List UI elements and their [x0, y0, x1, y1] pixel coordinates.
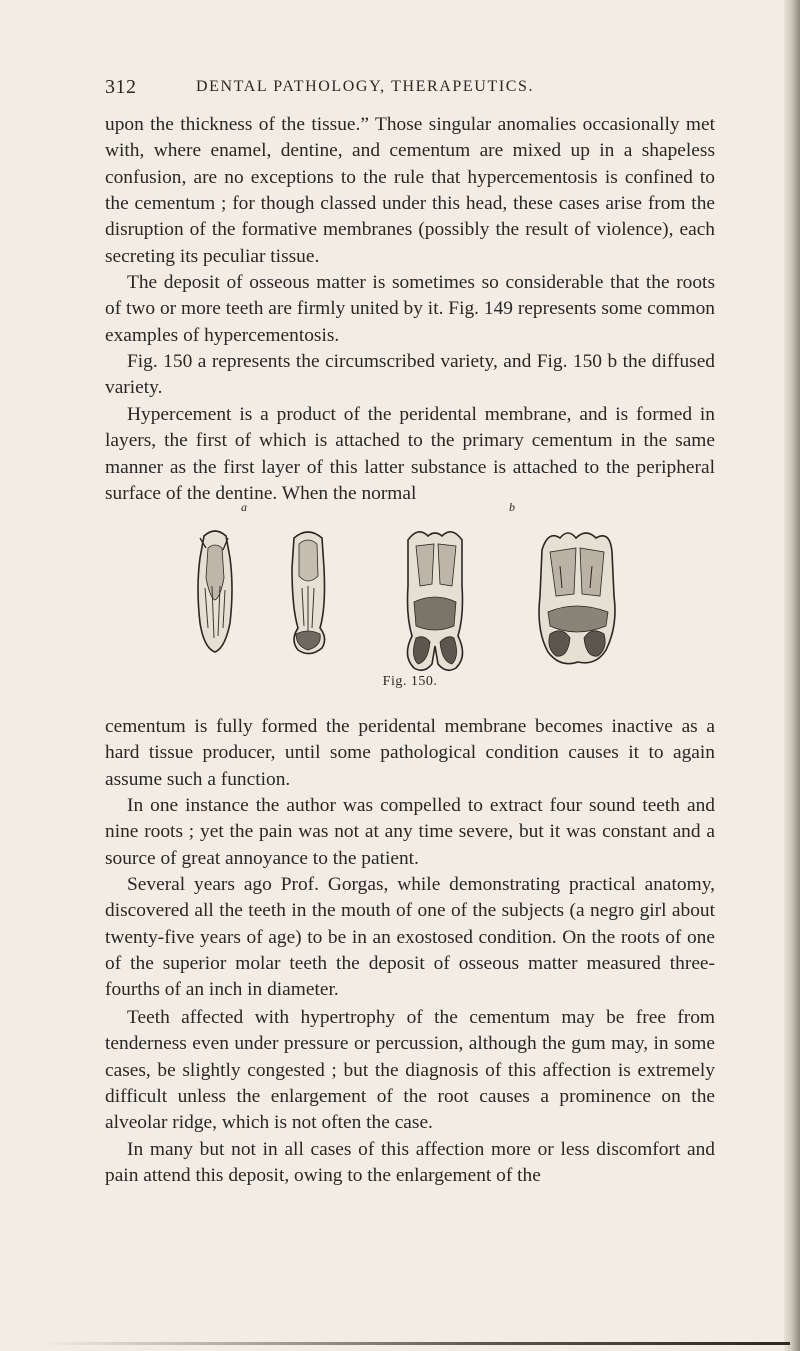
page-header	[105, 76, 705, 104]
figure-label-a: a	[241, 500, 247, 514]
tooth-a1-illustration	[190, 528, 240, 656]
paragraph-hypercement: Hypercement is a product of the peridental membrane, and is formed in layers, the first of which is attached to the primary cementum in the same manner as the first layer of this latter substance is attached to the peripheral surface of the dentine. When the normal	[105, 404, 715, 505]
paragraph-osseous-deposit: The deposit of osseous matter is sometimes so considerable that the roots of two or more teeth are firmly united by it. Fig. 149 represents some common examples of hypercementosis.	[105, 272, 715, 346]
paragraph-fig-150-description: Fig. 150 a represents the circumscribed variety, and Fig. 150 b the diffused variety.	[105, 351, 715, 399]
tooth-b2-illustration	[534, 526, 620, 668]
paragraph-prof-gorgas: Several years ago Prof. Gorgas, while demonstrating practical anatomy, discovered all the teeth in the mouth of one of the subjects (a negro girl about twenty-five years of age) to be in an exostosed condition. On the roots of one of the superior molar teeth the deposit of osseous matter measured three-fourths of an inch in diameter.	[105, 874, 715, 1001]
tooth-b1-illustration	[398, 526, 472, 676]
figure-label-b: b	[509, 500, 515, 514]
paragraph-anomalies: upon the thickness of the tissue.” Those singular anomalies occasionally met with, where enamel, dentine, and cementum are mixed up in a shapeless confusion, are no exceptions to the rule that hypercementosis is confined to the cementum ; for though classed under this head, these cases arise from the disruption of the formative membranes (possibly the result of violence), each secreting its peculiar tissue.	[105, 114, 715, 267]
tooth-a2-illustration	[282, 528, 334, 658]
paragraph-cementum-formed: cementum is fully formed the peridental membrane becomes inactive as a hard tissue producer, until some pathological condition causes it to again assume such a function.	[105, 716, 715, 790]
running-head: DENTAL PATHOLOGY, THERAPEUTICS.	[196, 78, 535, 95]
page-number: 312	[105, 76, 137, 98]
figure-150	[170, 500, 650, 700]
page-bottom-edge	[40, 1342, 790, 1345]
paragraph-discomfort: In many but not in all cases of this affection more or less discomfort and pain attend this deposit, owing to the enlargement of the	[105, 1139, 715, 1187]
figure-caption: Fig. 150.	[382, 674, 438, 689]
paragraph-author-instance: In one instance the author was compelled to extract four sound teeth and nine roots ; yet the pain was not at any time severe, but it was constant and a source of great annoyance to the patient.	[105, 795, 715, 869]
page-edge-shadow	[784, 0, 800, 1351]
paragraph-diagnosis: Teeth affected with hypertrophy of the cementum may be free from tenderness even under pressure or percussion, although the gum may, in some cases, be slightly congested ; but the diagnosis of this affection is extremely difficult unless the enlargement of the root causes a prominence on the alveolar ridge, which is not often the case.	[105, 1007, 715, 1134]
